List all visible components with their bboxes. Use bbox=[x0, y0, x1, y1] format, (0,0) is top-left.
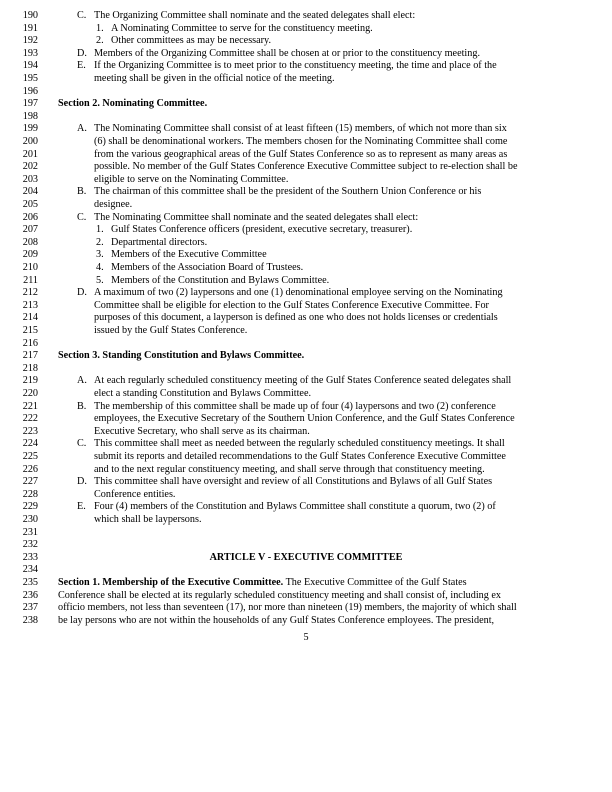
line-number: 227 bbox=[22, 476, 38, 488]
line-text: Conference entities. bbox=[94, 488, 176, 500]
line-196 bbox=[0, 86, 612, 98]
line-number: 214 bbox=[22, 312, 38, 324]
line-234 bbox=[0, 564, 612, 576]
line-194 bbox=[0, 60, 612, 72]
line-number: 238 bbox=[22, 614, 38, 626]
line-212 bbox=[0, 287, 612, 299]
line-217 bbox=[0, 350, 612, 362]
item-label: 4. bbox=[96, 262, 104, 273]
line-213 bbox=[0, 300, 612, 312]
line-text: (6) shall be denominational workers. The members chosen for the Nominating Committee shall come bbox=[94, 136, 508, 147]
item-label: E. bbox=[77, 60, 86, 72]
line-211 bbox=[0, 275, 612, 287]
line-number: 191 bbox=[22, 22, 38, 34]
line-text: designee. bbox=[94, 199, 133, 210]
line-text: issued by the Gulf States Conference. bbox=[94, 325, 248, 336]
line-208 bbox=[0, 237, 612, 249]
line-228 bbox=[0, 489, 612, 501]
line-number: 209 bbox=[22, 249, 38, 261]
line-text: Conference shall be elected at its regularly scheduled constituency meeting and shall consist of, including ex bbox=[58, 589, 502, 601]
line-number: 223 bbox=[22, 425, 38, 437]
line-number: 231 bbox=[22, 526, 38, 538]
line-text: submit its reports and detailed recommendations to the Gulf States Conference Executive Committee bbox=[94, 451, 506, 462]
line-190 bbox=[0, 10, 612, 22]
line-number: 230 bbox=[22, 514, 38, 525]
line-text: This committee shall meet as needed between the regularly scheduled constituency meetings. It shall bbox=[94, 438, 505, 450]
line-number: 224 bbox=[22, 438, 38, 450]
line-number: 200 bbox=[22, 136, 38, 147]
line-195 bbox=[0, 73, 612, 85]
article-heading: ARTICLE V - EXECUTIVE COMMITTEE bbox=[209, 551, 403, 563]
line-number: 237 bbox=[22, 602, 38, 614]
line-number: 235 bbox=[22, 577, 38, 588]
line-204 bbox=[0, 186, 612, 198]
line-number: 190 bbox=[22, 10, 38, 21]
line-number: 213 bbox=[22, 299, 38, 311]
line-number: 207 bbox=[22, 224, 38, 236]
line-number: 232 bbox=[22, 539, 38, 551]
line-number: 203 bbox=[22, 173, 38, 185]
line-209 bbox=[0, 249, 612, 261]
item-label: D. bbox=[77, 47, 87, 59]
line-number: 220 bbox=[22, 388, 38, 399]
line-221 bbox=[0, 401, 612, 413]
line-231 bbox=[0, 527, 612, 539]
line-206 bbox=[0, 212, 612, 224]
line-197 bbox=[0, 98, 612, 110]
line-text: Gulf States Conference officers (president, executive secretary, treasurer). bbox=[111, 224, 413, 236]
line-233 bbox=[0, 552, 612, 564]
line-number: 202 bbox=[22, 161, 38, 173]
line-number: 192 bbox=[22, 35, 38, 47]
line-202 bbox=[0, 161, 612, 173]
line-223 bbox=[0, 426, 612, 438]
line-number: 236 bbox=[22, 589, 38, 601]
item-label: 2. bbox=[96, 236, 104, 248]
line-number: 196 bbox=[22, 85, 38, 97]
line-227 bbox=[0, 476, 612, 488]
line-text: Executive Secretary, who shall serve as its chairman. bbox=[94, 425, 310, 437]
line-number: 216 bbox=[22, 337, 38, 349]
line-number: 193 bbox=[22, 47, 38, 59]
line-text: employees, the Executive Secretary of the Southern Union Conference, and the Gulf States Conference bbox=[94, 413, 515, 425]
line-text: A maximum of two (2) laypersons and one (1) denominational employee serving on the Nominating bbox=[94, 287, 503, 299]
line-text: The Nominating Committee shall consist of at least fifteen (15) members, of which not more than six bbox=[94, 123, 507, 135]
line-number: 199 bbox=[22, 123, 38, 135]
line-224 bbox=[0, 438, 612, 450]
line-210 bbox=[0, 262, 612, 274]
line-230 bbox=[0, 514, 612, 526]
line-text: possible. No member of the Gulf States Conference Executive Committee subject to re-election shall be bbox=[94, 161, 518, 173]
line-215 bbox=[0, 325, 612, 337]
line-222 bbox=[0, 413, 612, 425]
line-201 bbox=[0, 149, 612, 161]
line-number: 211 bbox=[23, 274, 38, 286]
line-number: 228 bbox=[22, 488, 38, 500]
line-236 bbox=[0, 590, 612, 602]
section-heading: Section 3. Standing Constitution and Bylaws Committee. bbox=[58, 350, 305, 362]
line-text: The Organizing Committee shall nominate and the seated delegates shall elect: bbox=[94, 10, 416, 21]
item-label: B. bbox=[77, 400, 87, 412]
line-219 bbox=[0, 375, 612, 387]
line-198 bbox=[0, 111, 612, 123]
line-number: 222 bbox=[22, 413, 38, 425]
line-number: 229 bbox=[22, 501, 38, 513]
line-232 bbox=[0, 539, 612, 551]
line-number: 225 bbox=[22, 451, 38, 462]
line-193 bbox=[0, 48, 612, 60]
line-text: The Nominating Committee shall nominate and the seated delegates shall elect: bbox=[94, 211, 419, 223]
line-number: 219 bbox=[22, 375, 38, 387]
section-heading: Section 1. Membership of the Executive Committee. The Executive Committee of the Gulf States bbox=[58, 577, 467, 588]
line-number: 204 bbox=[22, 186, 38, 198]
line-225 bbox=[0, 451, 612, 463]
line-number: 233 bbox=[22, 551, 38, 563]
line-number: 208 bbox=[22, 236, 38, 248]
line-220 bbox=[0, 388, 612, 400]
line-226 bbox=[0, 464, 612, 476]
line-203 bbox=[0, 174, 612, 186]
line-216 bbox=[0, 338, 612, 350]
item-label: A. bbox=[77, 375, 87, 387]
line-192 bbox=[0, 35, 612, 47]
item-label: 2. bbox=[96, 35, 104, 47]
line-number: 210 bbox=[22, 262, 38, 273]
line-number: 195 bbox=[22, 73, 38, 84]
line-text: Departmental directors. bbox=[111, 236, 208, 248]
line-text: Members of the Association Board of Trustees. bbox=[111, 262, 304, 273]
line-text: eligible to serve on the Nominating Committee. bbox=[94, 173, 289, 185]
line-text: meeting shall be given in the official notice of the meeting. bbox=[94, 73, 335, 84]
line-text: This committee shall have oversight and review of all Constitutions and Bylaws of all Gulf States bbox=[94, 476, 493, 488]
item-label: C. bbox=[77, 10, 87, 21]
line-191 bbox=[0, 23, 612, 35]
line-number: 226 bbox=[22, 463, 38, 475]
item-label: C. bbox=[77, 438, 87, 450]
item-label: A. bbox=[77, 123, 87, 135]
line-text: Members of the Constitution and Bylaws Committee. bbox=[111, 274, 330, 286]
line-number: 217 bbox=[22, 350, 38, 362]
item-label: D. bbox=[77, 476, 87, 488]
section-heading: Section 2. Nominating Committee. bbox=[58, 98, 208, 110]
line-235 bbox=[0, 577, 612, 589]
item-label: B. bbox=[77, 186, 87, 198]
item-label: 1. bbox=[96, 224, 104, 236]
line-text: Members of the Executive Committee bbox=[111, 249, 267, 261]
line-229 bbox=[0, 501, 612, 513]
line-207 bbox=[0, 224, 612, 236]
line-text: and to the next regular constituency meeting, and shall serve through that constituency meeting. bbox=[94, 463, 485, 475]
item-label: 1. bbox=[96, 22, 104, 34]
line-number: 201 bbox=[22, 148, 38, 160]
line-text: officio members, not less than seventeen (17), nor more than nineteen (19) members, the majority of which shall bbox=[58, 602, 517, 614]
line-text: which shall be laypersons. bbox=[94, 514, 202, 525]
line-199 bbox=[0, 123, 612, 135]
line-text: Other committees as may be necessary. bbox=[111, 35, 272, 47]
line-205 bbox=[0, 199, 612, 211]
line-text: be lay persons who are not within the households of any Gulf States Conference employees. The president, bbox=[58, 614, 495, 626]
line-number: 218 bbox=[22, 362, 38, 374]
line-text: from the various geographical areas of the Gulf States Conference so as to represent as many areas as bbox=[94, 148, 508, 160]
line-text: Four (4) members of the Constitution and Bylaws Committee shall constitute a quorum, two (2) of bbox=[94, 501, 496, 513]
line-number: 212 bbox=[22, 287, 38, 299]
line-number: 215 bbox=[22, 325, 38, 336]
line-214 bbox=[0, 312, 612, 324]
line-text: At each regularly scheduled constituency meeting of the Gulf States Conference seated delegates shall bbox=[94, 375, 512, 387]
item-label: 3. bbox=[96, 249, 104, 261]
line-text: Committee shall be eligible for election to the Gulf States Conference Executive Committee. For bbox=[94, 299, 489, 311]
line-text: Members of the Organizing Committee shall be chosen at or prior to the constituency meeting. bbox=[94, 47, 480, 59]
line-218 bbox=[0, 363, 612, 375]
line-number: 234 bbox=[22, 564, 38, 576]
line-number: 205 bbox=[22, 199, 38, 210]
line-237 bbox=[0, 602, 612, 614]
line-text: The membership of this committee shall be made up of four (4) laypersons and two (2) conference bbox=[94, 400, 496, 412]
line-number: 206 bbox=[22, 211, 38, 223]
line-text: If the Organizing Committee is to meet prior to the constituency meeting, the time and place of the bbox=[94, 60, 497, 72]
item-label: C. bbox=[77, 211, 87, 223]
line-text: The chairman of this committee shall be the president of the Southern Union Conference or his bbox=[94, 186, 482, 198]
line-text: elect a standing Constitution and Bylaws Committee. bbox=[94, 388, 312, 399]
line-number: 197 bbox=[22, 98, 38, 110]
page-number: 5 bbox=[303, 632, 309, 643]
item-label: D. bbox=[77, 287, 87, 299]
line-text: purposes of this document, a layperson is defined as one who does not holds licenses or credentials bbox=[94, 312, 498, 324]
line-number: 221 bbox=[22, 400, 38, 412]
line-number: 194 bbox=[22, 60, 38, 72]
item-label: E. bbox=[77, 501, 86, 513]
line-number: 198 bbox=[22, 110, 38, 122]
line-238 bbox=[0, 615, 612, 627]
item-label: 5. bbox=[96, 274, 104, 286]
line-200 bbox=[0, 136, 612, 148]
line-text: A Nominating Committee to serve for the constituency meeting. bbox=[111, 22, 373, 34]
